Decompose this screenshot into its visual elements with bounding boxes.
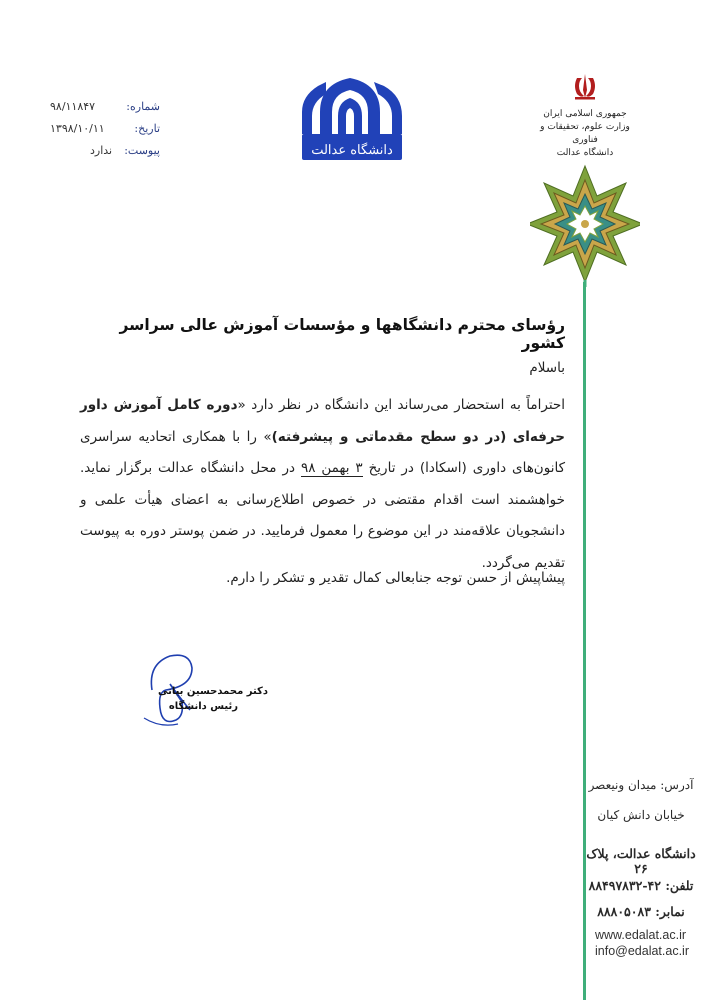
address-line-3: دانشگاه عدالت، پلاک ۲۶ bbox=[586, 846, 696, 876]
address-phone: تلفن: ۴۲-۸۸۴۹۷۸۳۲ bbox=[588, 878, 694, 893]
letter-paragraph bbox=[80, 390, 565, 579]
signatory-name: دکتر محمدحسین بیانی bbox=[157, 686, 268, 697]
university-logo-text: دانشگاه عدالت bbox=[311, 143, 393, 158]
iran-emblem-block bbox=[540, 72, 630, 160]
letter-number-value: ۹۸/۱۱۸۴۷ bbox=[50, 100, 96, 113]
course-title: دوره کامل آموزش داور حرفه‌ای bbox=[80, 397, 565, 445]
address-line-2: خیابان دانش کیان bbox=[597, 808, 685, 822]
paragraph-middle: » را با همکاری اتحادیه سراسری کانون‌های داوری (اسکادا) در تاریخ bbox=[80, 428, 565, 476]
letter-date-row bbox=[50, 122, 160, 142]
letter-date-value: ۱۳۹۸/۱۰/۱۱ bbox=[50, 122, 105, 135]
address-fax: نمابر: ۸۸۸۰۵۰۸۳ bbox=[597, 904, 685, 919]
letter-salutation: باسلام bbox=[529, 360, 565, 376]
iran-emblem-icon bbox=[571, 72, 599, 102]
address-line-1: آدرس: میدان ونیعصر bbox=[588, 778, 694, 792]
letter-attachment-row bbox=[50, 144, 160, 164]
letter-number-row bbox=[50, 100, 160, 120]
letter-closing: پیشاپیش از حسن توجه جنابعالی کمال تقدیر و تشکر را دارم. bbox=[226, 570, 565, 586]
letter-date-label: تاریخ: bbox=[134, 122, 160, 135]
letter-subject: رؤسای محترم دانشگاهها و مؤسسات آموزش عالی سراسر کشور bbox=[119, 316, 565, 352]
ornament-star-icon bbox=[530, 162, 640, 287]
letter-number-label: شماره: bbox=[126, 100, 160, 113]
university-logo bbox=[298, 72, 410, 164]
paragraph-end: در محل دانشگاه عدالت برگزار نماید. خواهشمند است اقدام مقتضی در خصوص اطلاع‌رسانی به اعضای هیأت علمی و دانشجویان علاقه‌مند در این موضوع را معمول فرمایید. در ضمن پوستر دوره به پیوست تقدیم می‌گردد. bbox=[80, 460, 565, 571]
letter-attachment-label: پیوست: bbox=[124, 144, 160, 157]
emblem-line-republic: جمهوری اسلامی ایران bbox=[543, 109, 627, 119]
letter-attachment-value: ندارد bbox=[90, 144, 113, 157]
emblem-line-university: دانشگاه عدالت bbox=[556, 148, 614, 158]
email-link[interactable]: info@edalat.ac.ir bbox=[595, 944, 689, 958]
course-levels: (در دو سطح مقدماتی و پیشرفته) bbox=[271, 428, 507, 445]
university-logo-icon bbox=[298, 72, 410, 164]
event-date: ۳ بهمن ۹۸ bbox=[300, 460, 363, 476]
emblem-line-ministry: وزارت علوم، تحقیقات و فناوری bbox=[540, 122, 630, 145]
signatory-title: رئیس دانشگاه bbox=[168, 701, 238, 712]
website-link[interactable]: www.edalat.ac.ir bbox=[595, 928, 687, 942]
paragraph-intro: احتراماً به استحضار می‌رساند این دانشگاه در نظر دارد « bbox=[237, 397, 565, 413]
